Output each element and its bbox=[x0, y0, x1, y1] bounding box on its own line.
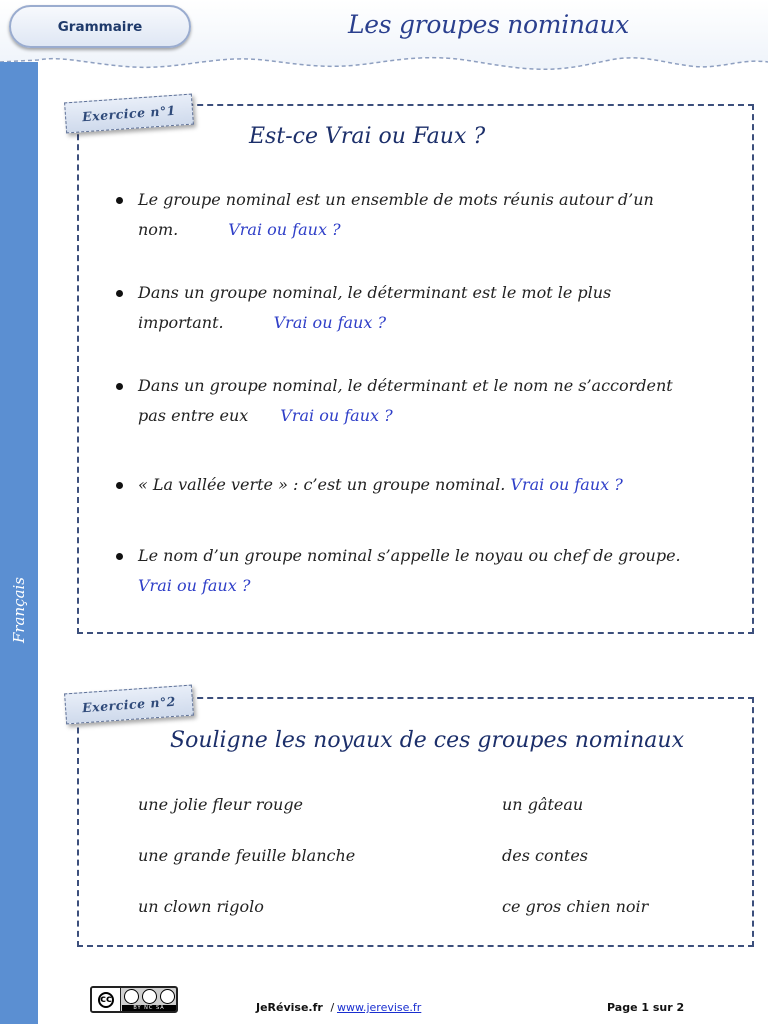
statement-1-answer: Vrai ou faux ? bbox=[228, 220, 341, 239]
license-terms-text: BY NC SA bbox=[122, 1005, 176, 1011]
sharealike-icon bbox=[160, 989, 175, 1004]
statement-1-line1: Le groupe nominal est un ensemble de mots réunis autour d’un bbox=[138, 190, 654, 209]
footer-site-name-text: JeRévise.fr bbox=[256, 1001, 323, 1014]
exercise-1-title: Est-ce Vrai ou Faux ? bbox=[249, 124, 486, 149]
nominal-group-right-3: ce gros chien noir bbox=[502, 897, 649, 916]
subject-badge bbox=[9, 5, 191, 48]
bullet bbox=[116, 197, 123, 204]
statement-2-answer: Vrai ou faux ? bbox=[273, 313, 387, 332]
bullet bbox=[116, 383, 123, 390]
statement-1-line2-row bbox=[138, 215, 698, 245]
exercise-2-tag-label: Exercice n°2 bbox=[81, 693, 177, 716]
statement-3-answer: Vrai ou faux ? bbox=[280, 406, 393, 425]
sidebar-subject-label: Français bbox=[10, 576, 28, 644]
attribution-icon bbox=[124, 989, 139, 1004]
creative-commons-license-badge[interactable] bbox=[90, 986, 178, 1013]
statement-3-line1: Dans un groupe nominal, le déterminant et le nom ne s’accordent bbox=[138, 376, 673, 395]
nominal-group-right-1: un gâteau bbox=[502, 795, 584, 814]
statement-4-line1: « La vallée verte » : c’est un groupe nominal. bbox=[138, 475, 506, 494]
nominal-group-left-3: un clown rigolo bbox=[138, 897, 264, 916]
page-number: Page 1 sur 2 bbox=[607, 1001, 685, 1014]
nominal-group-right-2: des contes bbox=[502, 846, 589, 865]
subject-label: Grammaire bbox=[57, 18, 143, 35]
statement-5 bbox=[138, 541, 718, 601]
footer-site-link[interactable]: www.jerevise.fr bbox=[337, 1001, 422, 1014]
statement-2-line2-row bbox=[138, 308, 698, 338]
nominal-group-left-1: une jolie fleur rouge bbox=[138, 795, 304, 814]
nominal-group-left-2: une grande feuille blanche bbox=[138, 846, 356, 865]
statement-4 bbox=[138, 470, 718, 500]
exercise-2-title: Souligne les noyaux de ces groupes nominaux bbox=[170, 728, 684, 753]
bullet bbox=[116, 290, 123, 297]
statement-5-answer: Vrai ou faux ? bbox=[138, 576, 251, 595]
statement-3-line2: pas entre eux bbox=[138, 406, 249, 425]
footer-site-name bbox=[256, 1001, 334, 1014]
exercise-1-tag-label: Exercice n°1 bbox=[81, 102, 177, 125]
cc-icon: cc bbox=[92, 988, 121, 1011]
statement-2-line1: Dans un groupe nominal, le déterminant est le mot le plus bbox=[138, 283, 612, 302]
statement-4-line1-row bbox=[138, 470, 718, 500]
statement-3 bbox=[138, 371, 698, 431]
statement-1-line2: nom. bbox=[138, 220, 179, 239]
bullet bbox=[116, 482, 123, 489]
noncommercial-icon bbox=[142, 989, 157, 1004]
statement-1 bbox=[138, 185, 698, 245]
statement-4-answer: Vrai ou faux ? bbox=[510, 475, 623, 494]
sidebar bbox=[0, 62, 38, 1024]
statement-2 bbox=[138, 278, 698, 338]
statement-2-line2: important. bbox=[138, 313, 224, 332]
license-terms-icons bbox=[124, 989, 175, 1004]
statement-3-line2-row bbox=[138, 401, 698, 431]
statement-5-line1: Le nom d’un groupe nominal s’appelle le noyau ou chef de groupe. bbox=[138, 546, 681, 565]
page-title: Les groupes nominaux bbox=[348, 10, 629, 39]
bullet bbox=[116, 553, 123, 560]
footer-separator: / bbox=[330, 1001, 335, 1014]
